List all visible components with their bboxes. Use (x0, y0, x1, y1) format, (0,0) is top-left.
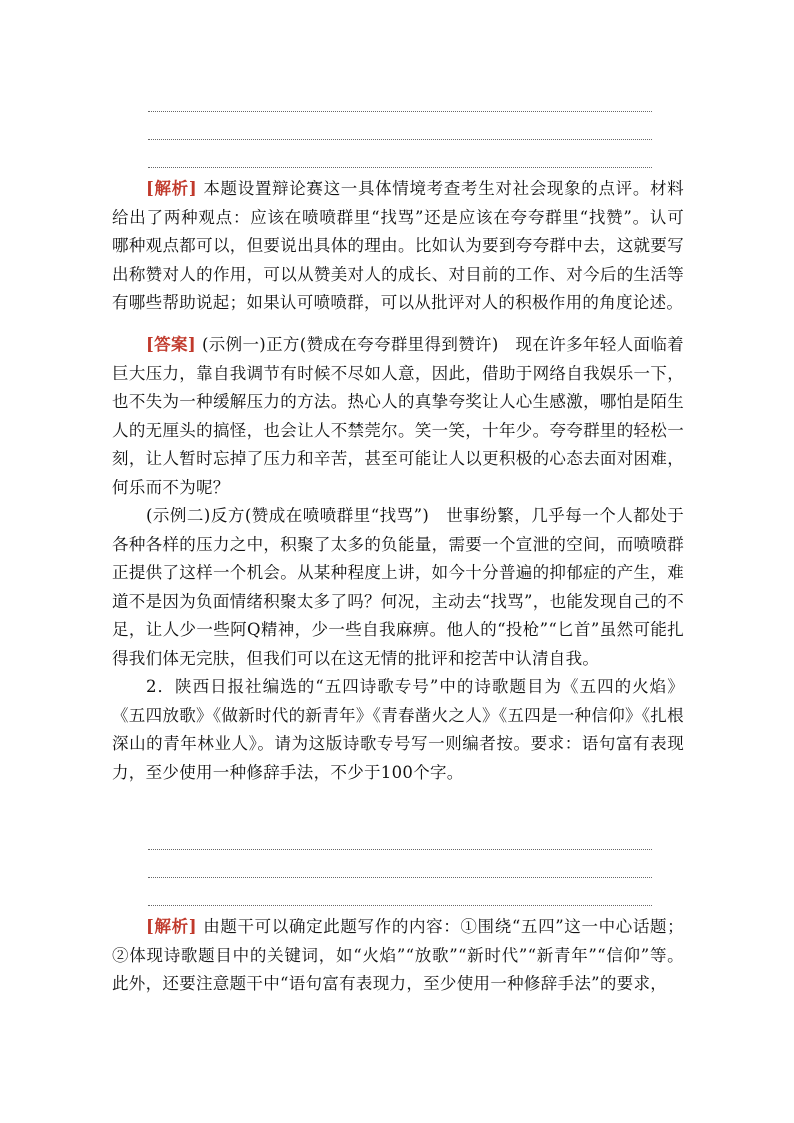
analysis-tag: [解析] (146, 179, 197, 198)
analysis-paragraph (112, 175, 684, 318)
analysis-text: 本题设置辩论赛这一具体情境考查考生对社会现象的点评。材料给出了两种观点：应该在喷喷群里“找骂”还是应该在夸夸群里“找赞”。认可哪种观点都可以，但要说出具体的理由。比如认为要到夸夸群中去，这就要写出称赞对人的作用，可以从赞美对人的成长、对目前的工作、对今后的生活等有哪些帮助说起；如果认可喷喷群，可以从批评对人的积极作用的角度论述。 (112, 179, 684, 312)
analysis-tag-2: [解析] (146, 917, 197, 936)
analysis-section-1 (112, 175, 684, 318)
answer-line-1 (148, 111, 652, 112)
answer-line-4 (148, 849, 652, 850)
question-2: 2．陕西日报社编选的“五四诗歌专号”中的诗歌题目为《五四的火焰》《五四放歌》《做新时代的新青年》《青春凿火之人》《五四是一种信仰》《扎根深山的青年林业人》。请为这版诗歌专号写一则编者按。要求：语句富有表现力，至少使用一种修辞手法，不少于100个字。 (112, 677, 684, 782)
analysis-section-2 (112, 913, 684, 999)
answer-line-6 (148, 905, 652, 906)
answer-section-1 (112, 331, 684, 787)
answer-example-2: (示例二)反方(赞成在喷喷群里“找骂”) 世事纷繁，几乎每一个人都处于各种各样的压力之中，积聚了太多的负能量，需要一个宣泄的空间，而喷喷群正提供了这样一个机会。从某种程度上讲，如今十分普遍的抑郁症的产生，难道不是因为负面情绪积聚太多了吗？何况，主动去“找骂”，也能发现自己的不足，让人少一些阿Q精神，少一些自我麻痹。他人的“投枪”“匕首”虽然可能扎得我们体无完肤，但我们可以在这无情的批评和挖苦中认清自我。 (112, 506, 684, 668)
answer-tag: [答案] (146, 335, 196, 354)
analysis-text-2: 由题干可以确定此题写作的内容：①围绕“五四”这一中心话题；②体现诗歌题目中的关键词，如“火焰”“放歌”“新时代”“新青年”“信仰”等。此外，还要注意题干中“语句富有表现力，至少使用一种修辞手法”的要求， (112, 917, 684, 993)
analysis-paragraph-2 (112, 913, 684, 999)
answer-line-2 (148, 139, 652, 140)
answer-example-1 (112, 331, 684, 502)
answer-line-5 (148, 877, 652, 878)
answer-example-1-text: (示例一)正方(赞成在夸夸群里得到赞许) 现在许多年轻人面临着巨大压力，靠自我调节有时候不尽如人意，因此，借助于网络自我娱乐一下，也不失为一种缓解压力的方法。热心人的真挚夸奖让人心生感激，哪怕是陌生人的无厘头的搞怪，也会让人不禁莞尔。笑一笑，十年少。夸夸群里的轻松一刻，让人暂时忘掉了压力和辛苦，甚至可能让人以更积极的心态去面对困难，何乐而不为呢？ (112, 335, 684, 497)
answer-line-3 (148, 167, 652, 168)
